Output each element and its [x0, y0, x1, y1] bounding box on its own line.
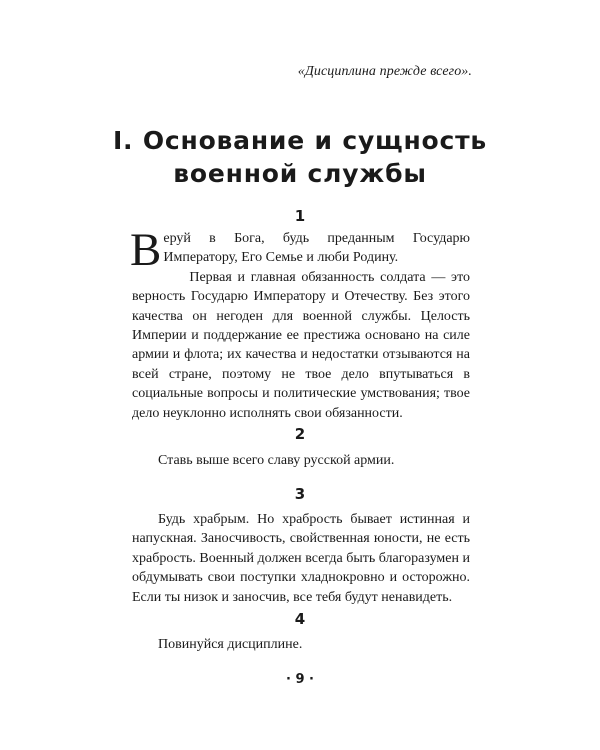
page-number: · 9 ·: [286, 672, 314, 687]
section-number-4: 4: [294, 610, 306, 628]
section-3-paragraph: Будь храбрым. Но храбрость бывает истинная и напускная. Заносчивость, свойственная юности, не есть храбрость. Военный должен всегда быть благоразумен и обдумывать свои поступки хладнокровно и осторожно. Если ты низок и заносчив, все тебя будут ненавидеть.: [132, 512, 470, 605]
chapter-title-line-2: военной службы: [173, 159, 427, 188]
section-number-3: 3: [294, 485, 306, 503]
drop-cap: В: [130, 224, 162, 276]
section-2-paragraph: Ставь выше всего славу русской армии.: [158, 453, 395, 468]
section-4-body: [132, 635, 470, 654]
epigraph: «Дисциплина прежде всего».: [297, 64, 472, 79]
section-1-paragraph-2: Первая и главная обязанность солдата — это верность Государю Императору и Отечеству. Без этого качества он негоден для военной службы. Целость Империи и поддержание ее престижа основано на силе армии и флота; их качества и недостатки отзываются на всей стране, поэтому не твое дело впутываться в социальные вопросы и политические умствования; твое дело неуклонно исполнять свои обязанности.: [132, 269, 470, 421]
section-number-1: 1: [294, 207, 306, 225]
section-number-2: 2: [294, 425, 306, 443]
section-4-paragraph: Повинуйся дисциплине.: [158, 637, 303, 652]
section-1-paragraph-1-text: еруй в Бога, будь преданным Государю Императору, Его Семье и люби Родину.: [163, 231, 470, 266]
chapter-title: [0, 124, 600, 190]
section-1-body: [130, 224, 470, 423]
section-2-body: [132, 451, 470, 470]
section-3-body: [132, 510, 470, 607]
section-1-paragraph-1: [130, 224, 470, 276]
chapter-title-line-1: I. Основание и сущность: [112, 126, 488, 155]
